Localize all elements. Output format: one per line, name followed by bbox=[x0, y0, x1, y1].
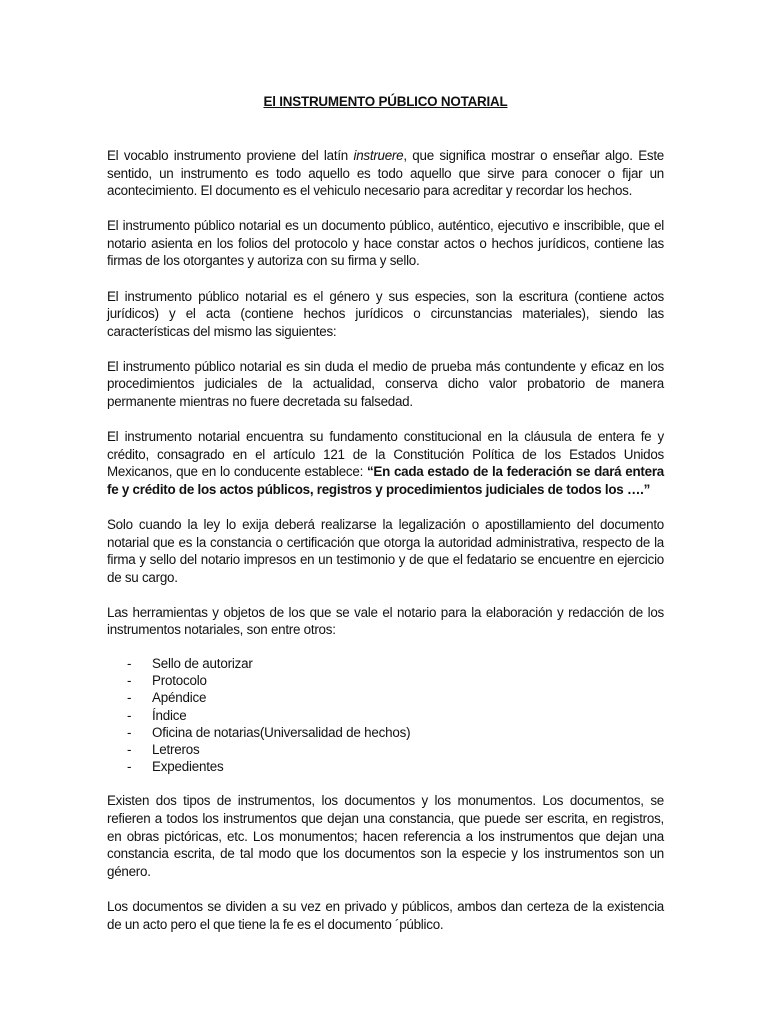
list-item bbox=[127, 689, 664, 706]
paragraph-origin-text-b: , que significa mostrar o enseñar algo. Este sentido, un instrumento es todo aquello es todo aquello que sirve para conocer o fijar un acontecimiento. El documento es el vehiculo necesario para acreditar y recordar los hechos. bbox=[107, 148, 664, 199]
paragraph-types: Existen dos tipos de instrumentos, los documentos y los monumentos. Los documentos, se refieren a todos los instrumentos que dejan una constancia, que puede ser escrita, en registros, en obras pictóricas, etc. Los monumentos; hacen referencia a los instrumentos que dejan una constancia escrita, de tal modo que los documentos son la especie y los instrumentos son un género. bbox=[107, 793, 664, 879]
list-item bbox=[127, 707, 664, 724]
paragraph-species: El instrumento público notarial es el género y sus especies, son la escritura (contiene actos jurídicos) y el acta (contiene hechos jurídicos o circunstancias materiales), siendo las características del mismo las siguientes: bbox=[107, 288, 664, 339]
list-item-text: Sello de autorizar bbox=[152, 656, 253, 672]
paragraph-evidence: El instrumento público notarial es sin duda el medio de prueba más contundente y eficaz en los procedimientos judiciales de la actualidad, conserva dicho valor probatorio de manera permanente mientras no fuere decretada su falsedad. bbox=[107, 358, 664, 410]
paragraph-origin bbox=[107, 147, 664, 200]
list-item-text: Apéndice bbox=[152, 690, 207, 706]
list-item bbox=[127, 672, 664, 689]
list-dash: - bbox=[127, 656, 132, 672]
list-dash: - bbox=[127, 724, 132, 740]
list-dash: - bbox=[127, 690, 132, 706]
list-item-text: Protocolo bbox=[152, 673, 207, 689]
list-item-text: Expedientes bbox=[152, 759, 224, 775]
constitution-quote: “En cada estado de la federación se dará entera fe y crédito de los actos públicos, registros y procedimientos judiciales de todos los ….” bbox=[107, 464, 664, 497]
list-item-text: Letreros bbox=[152, 742, 200, 758]
latin-term: instruere bbox=[353, 148, 404, 163]
paragraph-legalization: Solo cuando la ley lo exija deberá realizarse la legalización o apostillamiento del documento notarial que es la constancia o certificación que otorga la autoridad administrativa, respecto de la firma y sello del notario impresos en un testimonio y de que el fedatario se encuentre en ejercicio de su cargo. bbox=[107, 517, 664, 585]
paragraph-tools-intro: Las herramientas y objetos de los que se vale el notario para la elaboración y redacción de los instrumentos notariales, son entre otros: bbox=[107, 604, 664, 638]
document-title: El INSTRUMENTO PÚBLICO NOTARIAL bbox=[263, 94, 508, 109]
paragraph-division: Los documentos se dividen a su vez en privado y públicos, ambos dan certeza de la existencia de un acto pero el que tiene la fe es el documento ´público. bbox=[107, 898, 664, 932]
list-item bbox=[127, 758, 664, 775]
tools-list bbox=[107, 655, 664, 775]
paragraph-definition: El instrumento público notarial es un documento público, auténtico, ejecutivo e inscribible, que el notario asienta en los folios del protocolo y hace constar actos o hechos jurídicos, contiene las firmas de los otorgantes y autoriza con su firma y sello. bbox=[107, 218, 664, 269]
paragraph-constitution-text: El instrumento notarial encuentra su fundamento constitucional en la cláusula de entera fe y crédito, consagrado en el artículo 121 de la Constitución Política de los Estados Unidos Mexicanos, que en lo conducente establece: bbox=[107, 429, 664, 480]
list-item bbox=[127, 741, 664, 758]
list-item-text: Oficina de notarias(Universalidad de hechos) bbox=[152, 724, 411, 740]
list-dash: - bbox=[127, 707, 132, 723]
list-dash: - bbox=[127, 673, 132, 689]
list-item-text: Índice bbox=[152, 707, 187, 723]
paragraph-origin-text-a: El vocablo instrumento proviene del latín bbox=[107, 148, 354, 163]
list-dash: - bbox=[127, 759, 132, 775]
list-item bbox=[127, 655, 664, 672]
list-item bbox=[127, 724, 664, 741]
paragraph-constitution bbox=[107, 428, 664, 498]
list-dash: - bbox=[127, 742, 132, 758]
